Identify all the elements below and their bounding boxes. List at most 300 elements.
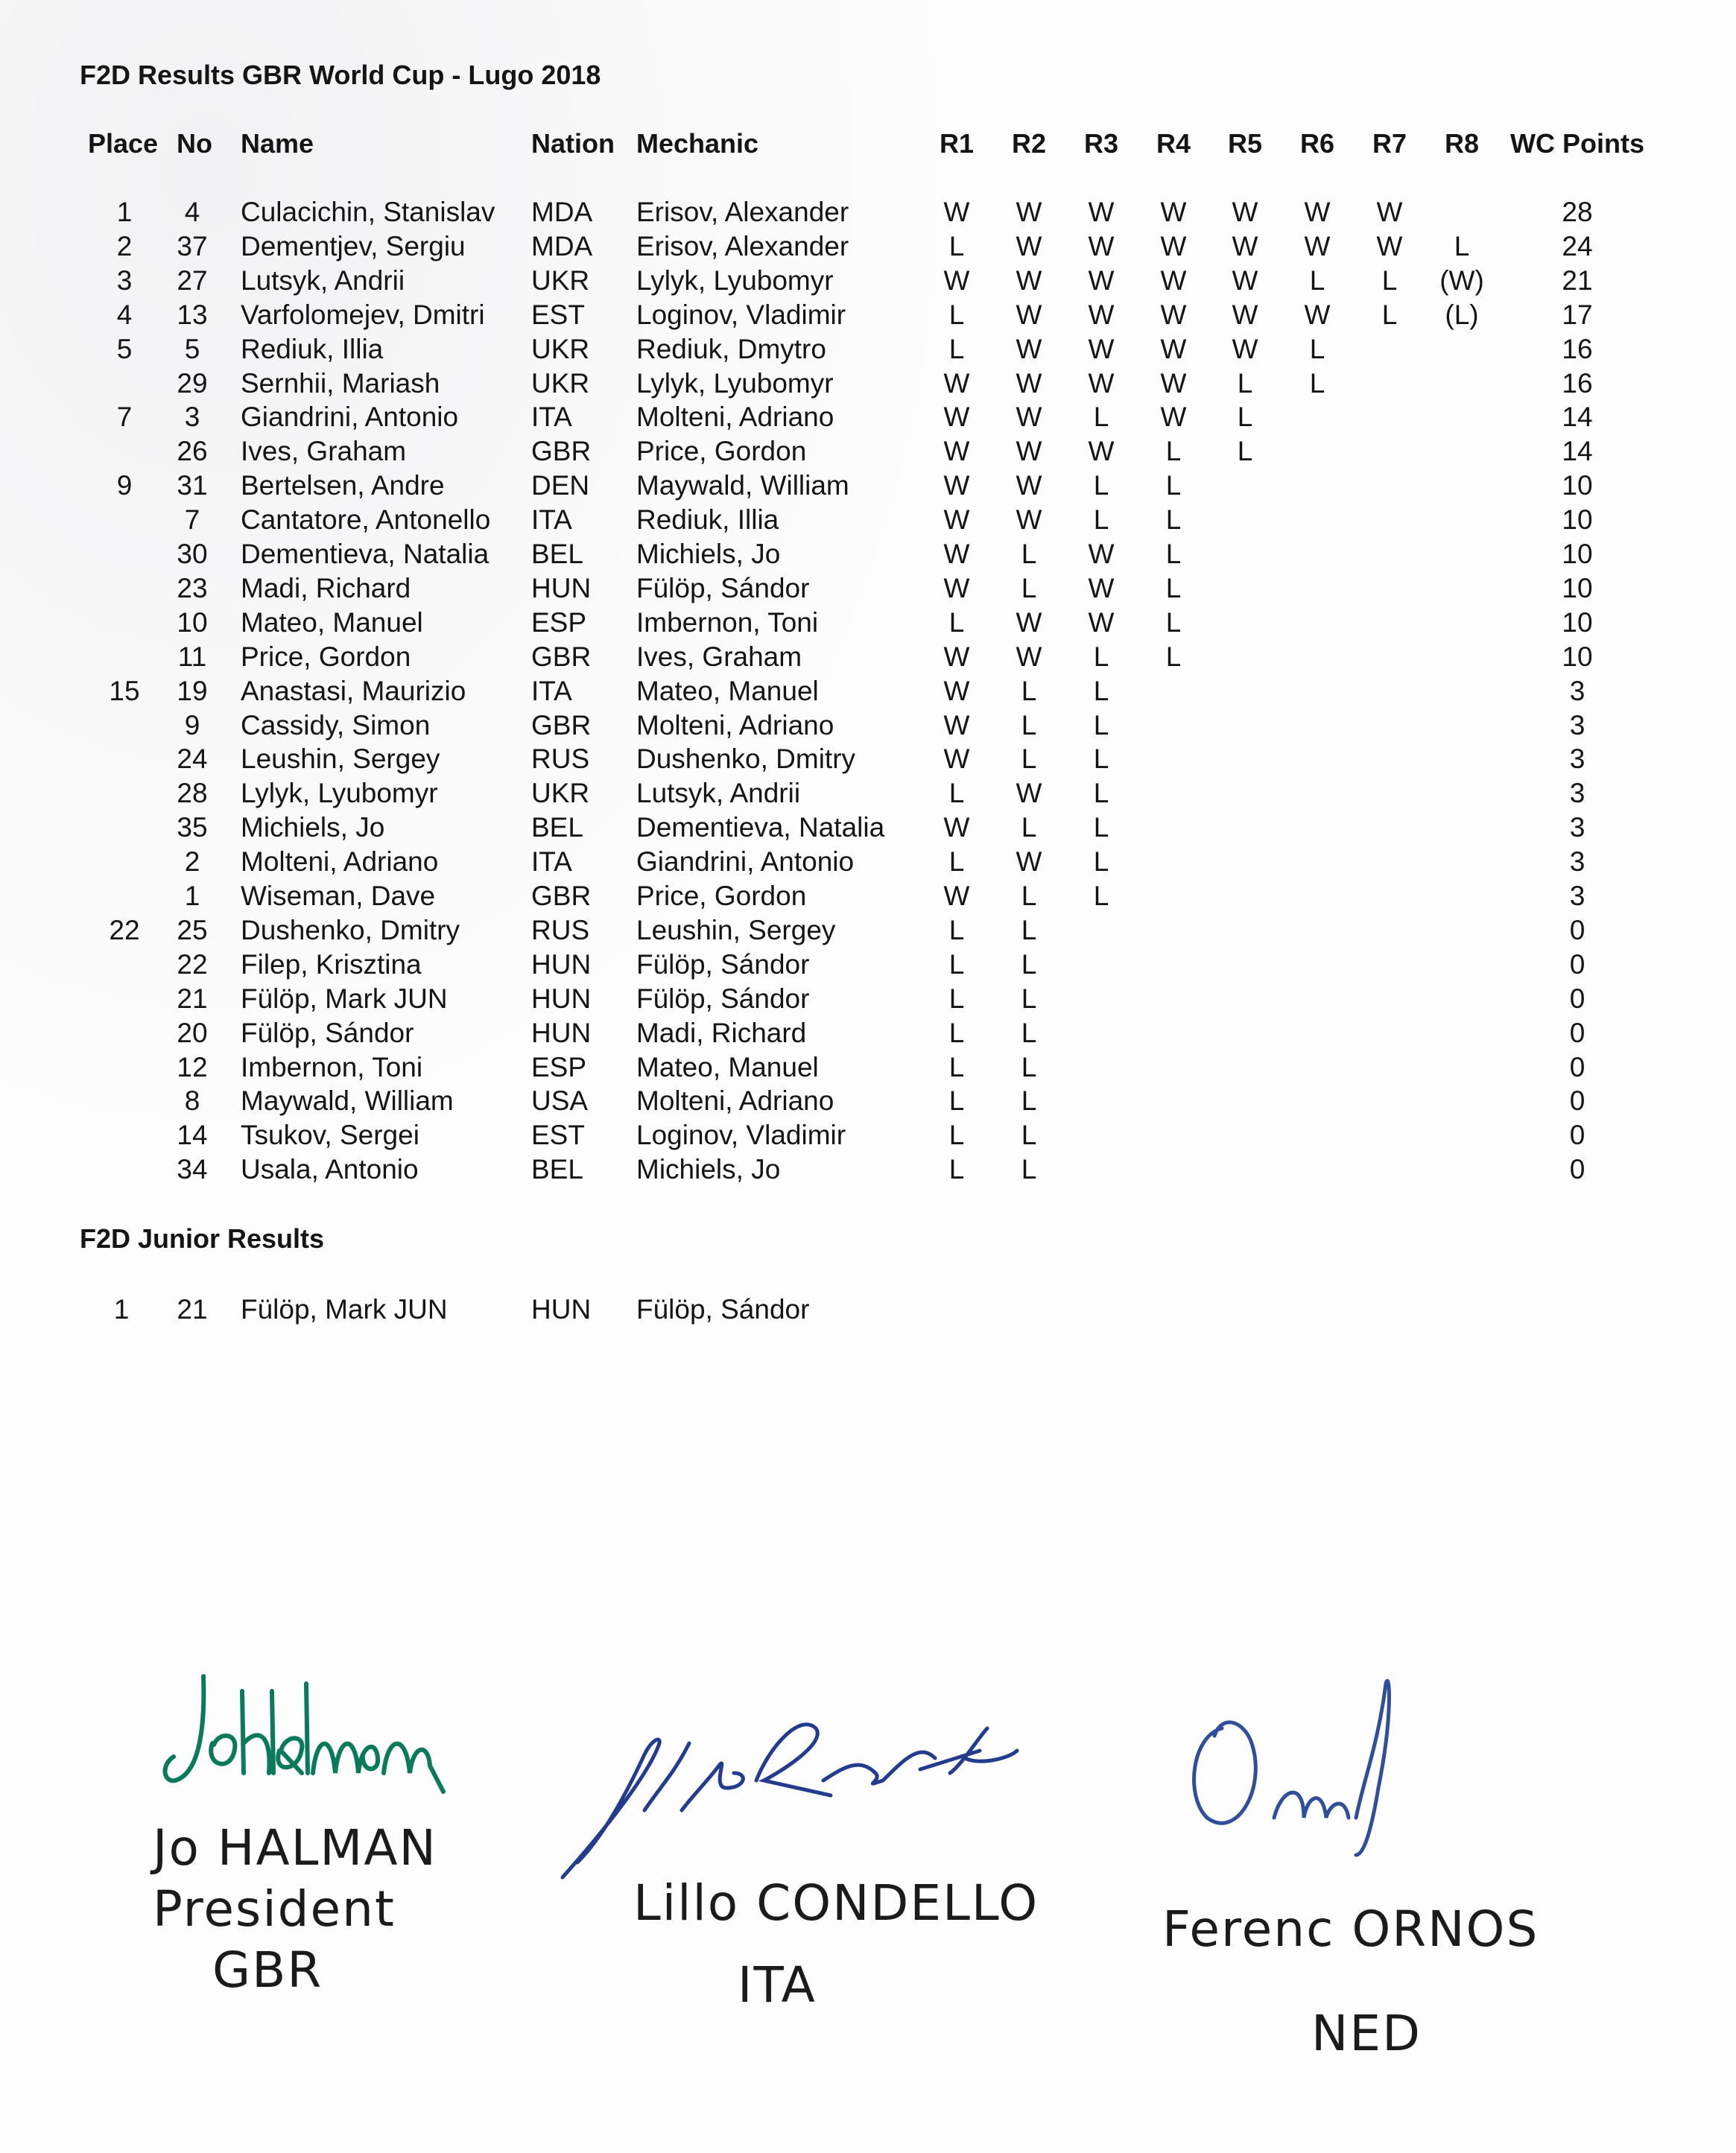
wc-points-cell: 16: [1562, 333, 1593, 364]
name-cell: Lutsyk, Andrii: [241, 264, 405, 296]
mechanic-cell: Giandrini, Antonio: [636, 846, 855, 878]
number-cell: 12: [177, 1051, 208, 1082]
table-row: [0, 742, 1736, 776]
round-2-cell: W: [1016, 470, 1042, 501]
wc-points-cell: 3: [1569, 709, 1585, 741]
nation-cell: UKR: [531, 264, 590, 296]
header-r6: R6: [1299, 128, 1335, 159]
round-5-cell: W: [1232, 299, 1258, 330]
table-row: [0, 674, 1736, 708]
table-row: [0, 708, 1736, 743]
round-1-cell: W: [943, 470, 970, 501]
place-cell: 1: [113, 1294, 130, 1325]
table-row: [0, 640, 1736, 674]
signature-line: President: [153, 1880, 396, 1938]
round-2-cell: L: [1021, 881, 1037, 911]
header-r7: R7: [1372, 128, 1407, 159]
header-no: No: [177, 128, 212, 159]
round-4-cell: W: [1160, 299, 1187, 330]
round-3-cell: W: [1088, 436, 1115, 467]
header-wc-points: WC Points: [1510, 128, 1644, 159]
wc-points-cell: 0: [1569, 1017, 1585, 1048]
mechanic-cell: Dementieva, Natalia: [636, 812, 885, 843]
table-row: [0, 537, 1736, 571]
round-7-cell: L: [1381, 264, 1398, 296]
name-cell: Wiseman, Dave: [241, 881, 436, 911]
number-cell: 22: [177, 948, 208, 980]
header-r2: R2: [1011, 128, 1047, 159]
mechanic-cell: Molteni, Adriano: [636, 1085, 834, 1117]
round-1-cell: L: [948, 333, 965, 364]
round-2-cell: W: [1016, 230, 1042, 261]
place-cell: 2: [116, 230, 133, 261]
name-cell: Giandrini, Antonio: [241, 402, 459, 433]
mechanic-cell: Michiels, Jo: [636, 1154, 781, 1185]
round-5-cell: W: [1232, 230, 1258, 261]
wc-points-cell: 28: [1562, 197, 1593, 227]
place-cell: 3: [116, 264, 133, 296]
mechanic-cell: Erisov, Alexander: [636, 197, 849, 227]
nation-cell: MDA: [531, 197, 593, 227]
round-1-cell: W: [943, 675, 970, 706]
number-cell: 8: [184, 1085, 200, 1117]
mechanic-cell: Loginov, Vladimir: [636, 299, 846, 330]
round-2-cell: W: [1016, 402, 1042, 433]
round-2-cell: L: [1021, 539, 1037, 569]
place-cell: 1: [116, 197, 133, 227]
number-cell: 23: [177, 572, 208, 603]
wc-points-cell: 0: [1569, 1120, 1585, 1151]
name-cell: Michiels, Jo: [241, 812, 385, 843]
number-cell: 9: [184, 709, 200, 741]
round-2-cell: L: [1021, 709, 1037, 741]
round-3-cell: W: [1088, 264, 1115, 296]
table-row: [0, 1152, 1736, 1187]
round-1-cell: W: [943, 264, 970, 296]
header-r4: R4: [1156, 128, 1191, 159]
name-cell: Culacichin, Stanislav: [241, 197, 495, 227]
mechanic-cell: Molteni, Adriano: [636, 709, 834, 741]
round-1-cell: L: [948, 1051, 965, 1082]
table-row: [0, 434, 1736, 469]
table-row: [0, 776, 1736, 811]
mechanic-cell: Mateo, Manuel: [636, 675, 819, 706]
round-1-cell: L: [948, 1017, 965, 1048]
wc-points-cell: 0: [1569, 983, 1585, 1014]
round-2-cell: W: [1016, 641, 1042, 672]
round-1-cell: L: [948, 299, 965, 330]
round-2-cell: L: [1021, 743, 1037, 775]
round-1-cell: W: [943, 436, 970, 467]
header-r1: R1: [939, 128, 975, 159]
round-1-cell: W: [943, 402, 970, 433]
nation-cell: BEL: [531, 812, 583, 843]
round-2-cell: L: [1021, 948, 1037, 980]
nation-cell: BEL: [531, 539, 583, 569]
round-2-cell: W: [1016, 606, 1042, 638]
name-cell: Cassidy, Simon: [241, 709, 431, 741]
signature-johalman-caption: [153, 1818, 437, 2001]
round-1-cell: W: [943, 641, 970, 672]
round-5-cell: W: [1232, 264, 1258, 296]
round-8-cell: L: [1454, 230, 1470, 261]
round-4-cell: L: [1165, 572, 1182, 603]
number-cell: 19: [177, 675, 208, 706]
nation-cell: DEN: [531, 470, 590, 501]
nation-cell: MDA: [531, 230, 593, 261]
nation-cell: HUN: [531, 1294, 592, 1325]
number-cell: 7: [184, 504, 200, 536]
mechanic-cell: Lutsyk, Andrii: [636, 778, 801, 809]
signature-line: Ferenc ORNOS: [1162, 1900, 1539, 1958]
table-row: [0, 264, 1736, 298]
table-row: [0, 1050, 1736, 1085]
name-cell: Madi, Richard: [241, 572, 411, 603]
round-5-cell: W: [1232, 197, 1258, 227]
round-1-cell: W: [943, 367, 970, 399]
round-2-cell: L: [1021, 572, 1037, 603]
name-cell: Maywald, William: [241, 1085, 454, 1117]
round-1-cell: L: [948, 778, 965, 809]
mechanic-cell: Loginov, Vladimir: [636, 1120, 846, 1151]
round-6-cell: W: [1304, 299, 1331, 330]
round-4-cell: L: [1165, 641, 1182, 672]
mechanic-cell: Mateo, Manuel: [636, 1051, 819, 1082]
table-row: [0, 982, 1736, 1016]
signature-condello-caption: [633, 1862, 1039, 2026]
signature-line: GBR: [212, 1941, 323, 1999]
place-cell: 5: [116, 333, 133, 364]
document-title: F2D Results GBR World Cup - Lugo 2018: [80, 60, 601, 90]
wc-points-cell: 0: [1569, 1051, 1585, 1082]
round-5-cell: L: [1237, 402, 1253, 433]
nation-cell: UKR: [531, 333, 590, 364]
round-2-cell: L: [1021, 914, 1037, 945]
wc-points-cell: 3: [1569, 778, 1585, 809]
header-nation: Nation: [531, 128, 615, 159]
mechanic-cell: Michiels, Jo: [636, 539, 781, 569]
number-cell: 30: [177, 539, 208, 569]
nation-cell: GBR: [531, 436, 592, 467]
table-row: [0, 332, 1736, 367]
round-1-cell: L: [948, 846, 965, 878]
wc-points-cell: 0: [1569, 948, 1585, 980]
table-row: [0, 913, 1736, 948]
round-2-cell: W: [1016, 778, 1042, 809]
number-cell: 13: [177, 299, 208, 330]
signature-line: Lillo CONDELLO: [633, 1874, 1039, 1932]
round-3-cell: L: [1093, 812, 1109, 843]
header-r5: R5: [1227, 128, 1263, 159]
nation-cell: UKR: [531, 778, 590, 809]
mechanic-cell: Molteni, Adriano: [636, 402, 834, 433]
table-row: [0, 948, 1736, 982]
round-6-cell: W: [1304, 197, 1331, 227]
nation-cell: USA: [531, 1085, 589, 1117]
round-6-cell: L: [1309, 367, 1325, 399]
wc-points-cell: 16: [1562, 367, 1593, 399]
name-cell: Cantatore, Antonello: [241, 504, 491, 536]
number-cell: 29: [177, 367, 208, 399]
name-cell: Dementieva, Natalia: [241, 539, 490, 569]
signature-ornos-caption: [1162, 1877, 1539, 2086]
header-place: Place: [88, 128, 159, 159]
number-cell: 24: [177, 743, 208, 775]
number-cell: 21: [177, 1294, 208, 1325]
round-3-cell: W: [1088, 299, 1115, 330]
mechanic-cell: Erisov, Alexander: [636, 230, 849, 261]
nation-cell: HUN: [531, 572, 592, 603]
number-cell: 1: [184, 881, 200, 911]
table-row: [0, 811, 1736, 845]
table-row: [0, 1084, 1736, 1118]
number-cell: 28: [177, 778, 208, 809]
round-3-cell: L: [1093, 470, 1109, 501]
table-row: [0, 298, 1736, 332]
round-1-cell: L: [948, 1120, 965, 1151]
round-3-cell: L: [1093, 641, 1109, 672]
junior-section-title: F2D Junior Results: [80, 1223, 325, 1254]
round-1-cell: W: [943, 197, 970, 227]
wc-points-cell: 3: [1569, 743, 1585, 775]
wc-points-cell: 10: [1562, 572, 1593, 603]
round-3-cell: L: [1093, 881, 1109, 911]
table-row: [0, 845, 1736, 879]
wc-points-cell: 0: [1569, 914, 1585, 945]
round-3-cell: L: [1093, 709, 1109, 741]
mechanic-cell: Maywald, William: [636, 470, 849, 501]
name-cell: Usala, Antonio: [241, 1154, 419, 1185]
round-2-cell: L: [1021, 1154, 1037, 1185]
round-3-cell: L: [1093, 778, 1109, 809]
round-2-cell: W: [1016, 367, 1042, 399]
round-4-cell: W: [1160, 402, 1187, 433]
nation-cell: ESP: [531, 606, 587, 638]
nation-cell: UKR: [531, 367, 590, 399]
mechanic-cell: Leushin, Sergey: [636, 914, 836, 945]
mechanic-cell: Ives, Graham: [636, 641, 802, 672]
place-cell: 4: [116, 299, 133, 330]
round-1-cell: L: [948, 1154, 965, 1185]
name-cell: Molteni, Adriano: [241, 846, 439, 878]
number-cell: 3: [184, 402, 200, 433]
round-6-cell: L: [1309, 333, 1325, 364]
number-cell: 4: [184, 197, 200, 227]
mechanic-cell: Fülöp, Sándor: [636, 983, 810, 1014]
table-row: [0, 367, 1736, 401]
mechanic-cell: Lylyk, Lyubomyr: [636, 264, 834, 296]
number-cell: 14: [177, 1120, 208, 1151]
round-3-cell: L: [1093, 846, 1109, 878]
table-row: [0, 879, 1736, 913]
number-cell: 25: [177, 914, 208, 945]
signature-line: ITA: [738, 1956, 817, 2014]
name-cell: Ives, Graham: [241, 436, 407, 467]
round-4-cell: L: [1165, 606, 1182, 638]
wc-points-cell: 3: [1569, 675, 1585, 706]
signature-line: NED: [1311, 2005, 1422, 2062]
name-cell: Tsukov, Sergei: [241, 1120, 419, 1151]
nation-cell: ITA: [531, 402, 572, 433]
wc-points-cell: 10: [1562, 641, 1593, 672]
round-2-cell: L: [1021, 983, 1037, 1014]
round-2-cell: L: [1021, 1051, 1037, 1082]
round-7-cell: W: [1376, 197, 1403, 227]
round-3-cell: L: [1093, 402, 1109, 433]
nation-cell: GBR: [531, 709, 592, 741]
number-cell: 27: [177, 264, 208, 296]
table-row: [0, 229, 1736, 264]
round-4-cell: L: [1165, 504, 1182, 536]
round-3-cell: W: [1088, 333, 1115, 364]
wc-points-cell: 14: [1562, 402, 1593, 433]
round-3-cell: L: [1093, 504, 1109, 536]
round-8-cell: (L): [1445, 299, 1479, 330]
name-cell: Dementjev, Sergiu: [241, 230, 466, 261]
name-cell: Fülöp, Sándor: [241, 1017, 414, 1048]
table-row: [0, 195, 1736, 229]
round-1-cell: W: [943, 709, 970, 741]
name-cell: Imbernon, Toni: [241, 1051, 423, 1082]
round-1-cell: L: [948, 983, 965, 1014]
table-row: [0, 606, 1736, 640]
wc-points-cell: 10: [1562, 504, 1593, 536]
header-r8: R8: [1444, 128, 1480, 159]
wc-points-cell: 17: [1562, 299, 1593, 330]
round-4-cell: W: [1160, 264, 1187, 296]
round-2-cell: W: [1016, 436, 1042, 467]
round-2-cell: W: [1016, 264, 1042, 296]
nation-cell: RUS: [531, 743, 590, 775]
round-1-cell: L: [948, 948, 965, 980]
nation-cell: ESP: [531, 1051, 587, 1082]
mechanic-cell: Fülöp, Sándor: [636, 572, 810, 603]
round-3-cell: W: [1088, 572, 1115, 603]
round-1-cell: L: [948, 606, 965, 638]
nation-cell: HUN: [531, 1017, 592, 1048]
table-row: [0, 1118, 1736, 1152]
round-1-cell: W: [943, 743, 970, 775]
number-cell: 5: [184, 333, 200, 364]
place-cell: 22: [109, 914, 140, 945]
round-1-cell: W: [943, 812, 970, 843]
number-cell: 20: [177, 1017, 208, 1048]
table-row: [0, 469, 1736, 503]
number-cell: 10: [177, 606, 208, 638]
round-5-cell: L: [1237, 436, 1253, 467]
mechanic-cell: Price, Gordon: [636, 881, 807, 911]
wc-points-cell: 0: [1569, 1085, 1585, 1117]
number-cell: 34: [177, 1154, 208, 1185]
wc-points-cell: 3: [1569, 812, 1585, 843]
name-cell: Varfolomejev, Dmitri: [241, 299, 485, 330]
number-cell: 31: [177, 470, 208, 501]
number-cell: 35: [177, 812, 208, 843]
nation-cell: HUN: [531, 948, 592, 980]
mechanic-cell: Fülöp, Sándor: [636, 948, 810, 980]
signature-line: Jo HALMAN: [153, 1819, 437, 1877]
wc-points-cell: 0: [1569, 1154, 1585, 1185]
round-4-cell: W: [1160, 333, 1187, 364]
number-cell: 26: [177, 436, 208, 467]
round-3-cell: L: [1093, 675, 1109, 706]
round-2-cell: W: [1016, 504, 1042, 536]
number-cell: 2: [184, 846, 200, 878]
name-cell: Rediuk, Illia: [241, 333, 384, 364]
round-2-cell: W: [1016, 197, 1042, 227]
signature-johalman: [160, 1661, 473, 1803]
round-3-cell: W: [1088, 606, 1115, 638]
mechanic-cell: Price, Gordon: [636, 436, 807, 467]
round-2-cell: W: [1016, 299, 1042, 330]
round-2-cell: L: [1021, 812, 1037, 843]
nation-cell: EST: [531, 299, 585, 330]
round-6-cell: L: [1309, 264, 1325, 296]
round-5-cell: W: [1232, 333, 1258, 364]
round-1-cell: L: [948, 1085, 965, 1117]
round-3-cell: W: [1088, 197, 1115, 227]
name-cell: Sernhii, Mariash: [241, 367, 440, 399]
round-1-cell: L: [948, 914, 965, 945]
mechanic-cell: Rediuk, Illia: [636, 504, 779, 536]
name-cell: Dushenko, Dmitry: [241, 914, 460, 945]
mechanic-cell: Fülöp, Sándor: [636, 1294, 810, 1325]
place-cell: 15: [109, 675, 140, 706]
name-cell: Filep, Krisztina: [241, 948, 422, 980]
wc-points-cell: 3: [1569, 846, 1585, 878]
round-2-cell: W: [1016, 846, 1042, 878]
name-cell: Fülöp, Mark JUN: [241, 1294, 448, 1325]
mechanic-cell: Madi, Richard: [636, 1017, 807, 1048]
table-row: [0, 400, 1736, 434]
name-cell: Mateo, Manuel: [241, 606, 423, 638]
wc-points-cell: 14: [1562, 436, 1593, 467]
name-cell: Price, Gordon: [241, 641, 411, 672]
round-4-cell: L: [1165, 539, 1182, 569]
round-5-cell: L: [1237, 367, 1253, 399]
round-3-cell: W: [1088, 539, 1115, 569]
wc-points-cell: 24: [1562, 230, 1593, 261]
mechanic-cell: Imbernon, Toni: [636, 606, 819, 638]
mechanic-cell: Lylyk, Lyubomyr: [636, 367, 834, 399]
round-1-cell: W: [943, 572, 970, 603]
header-mechanic: Mechanic: [636, 128, 759, 159]
table-row: [0, 1016, 1736, 1050]
wc-points-cell: 10: [1562, 470, 1593, 501]
name-cell: Fülöp, Mark JUN: [241, 983, 448, 1014]
round-4-cell: L: [1165, 470, 1182, 501]
name-cell: Lylyk, Lyubomyr: [241, 778, 438, 809]
round-7-cell: W: [1376, 230, 1403, 261]
round-2-cell: L: [1021, 1085, 1037, 1117]
wc-points-cell: 21: [1562, 264, 1593, 296]
round-2-cell: L: [1021, 1017, 1037, 1048]
wc-points-cell: 10: [1562, 539, 1593, 569]
round-3-cell: L: [1093, 743, 1109, 775]
round-4-cell: W: [1160, 367, 1187, 399]
wc-points-cell: 10: [1562, 606, 1593, 638]
mechanic-cell: Rediuk, Dmytro: [636, 333, 826, 364]
place-cell: 7: [116, 402, 133, 433]
round-1-cell: W: [943, 539, 970, 569]
nation-cell: ITA: [531, 504, 572, 536]
round-6-cell: W: [1304, 230, 1331, 261]
signature-ornos: [1177, 1669, 1460, 1862]
nation-cell: GBR: [531, 881, 592, 911]
name-cell: Leushin, Sergey: [241, 743, 440, 775]
round-4-cell: W: [1160, 230, 1187, 261]
header-r3: R3: [1083, 128, 1119, 159]
